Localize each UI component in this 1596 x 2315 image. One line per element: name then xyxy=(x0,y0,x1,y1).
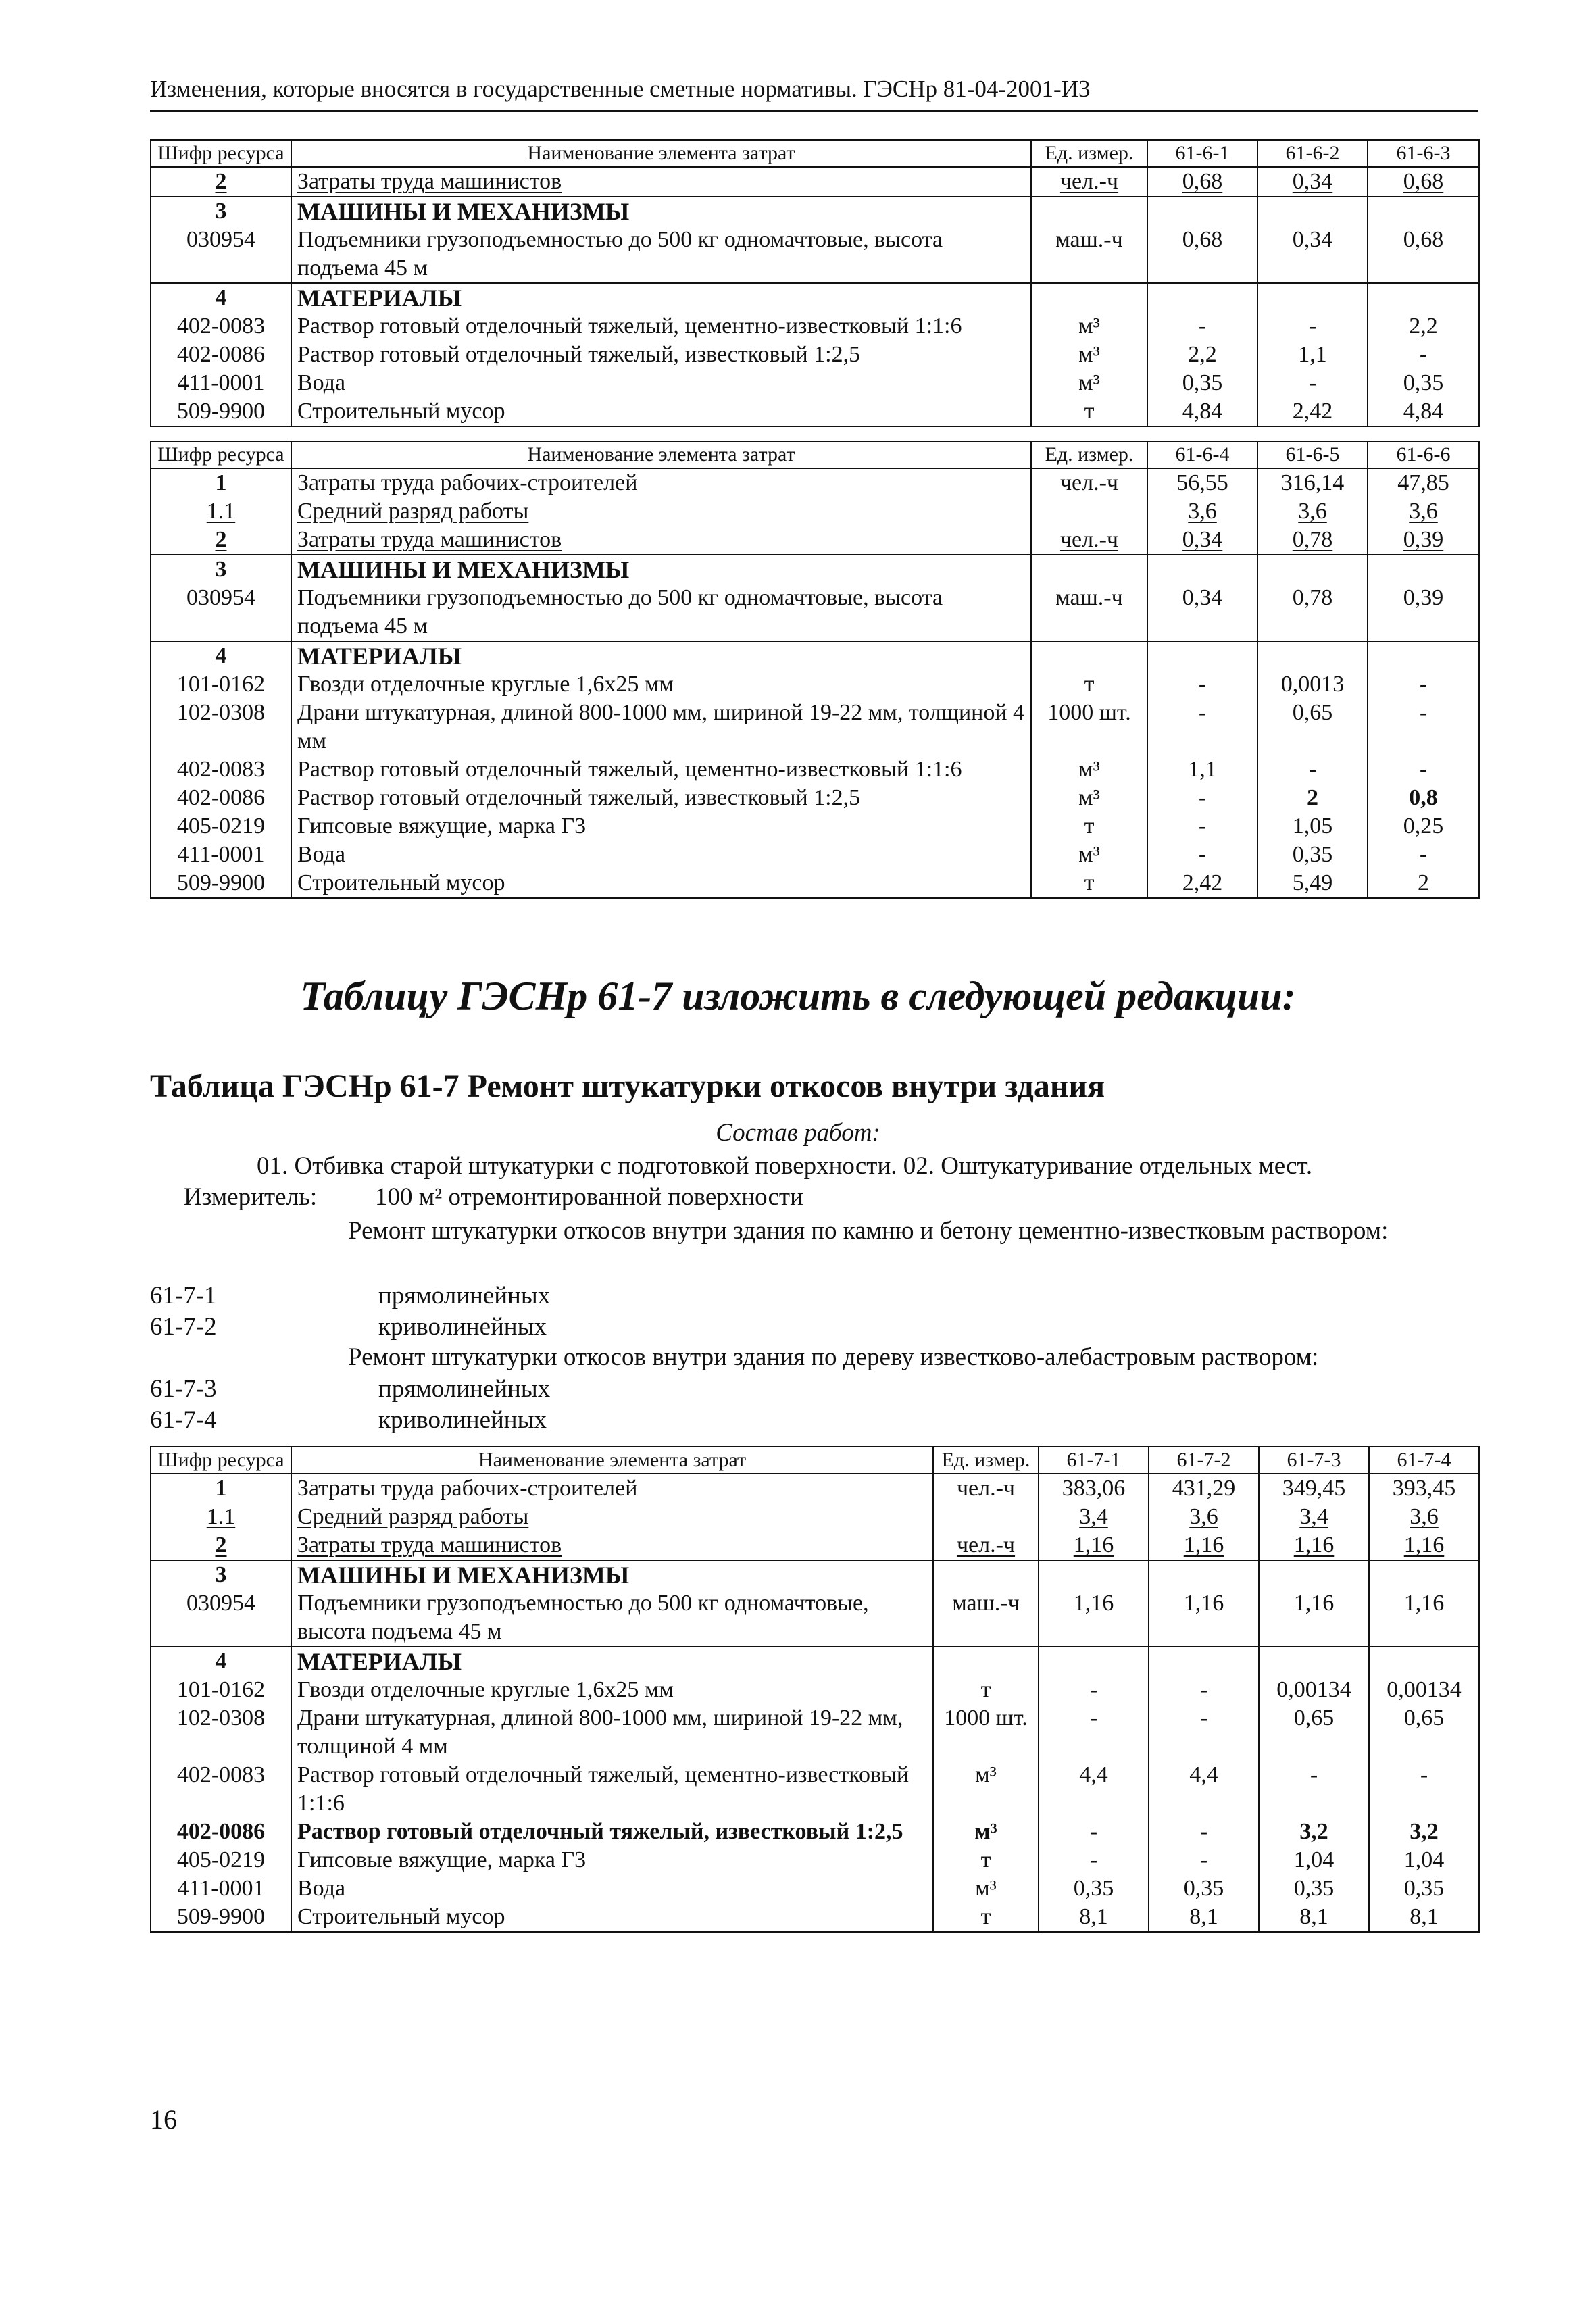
resource-code: 405-0219 xyxy=(151,1846,291,1874)
resource-value: - xyxy=(1039,1676,1149,1704)
resource-code: 405-0219 xyxy=(151,812,291,841)
col-header-norm-1: 61-6-1 xyxy=(1147,140,1257,167)
resource-unit: т xyxy=(933,1903,1039,1932)
resource-value: 0,34 xyxy=(1147,526,1257,555)
resource-value: 0,35 xyxy=(1257,841,1368,869)
resource-value: 3,4 xyxy=(1039,1503,1149,1531)
resource-name: Затраты труда машинистов xyxy=(291,1531,933,1560)
resource-value: 8,1 xyxy=(1149,1903,1259,1932)
resource-name: Подъемники грузоподъемностью до 500 кг одномачтовые, высота подъема 45 м xyxy=(291,1589,933,1647)
norm-description: криволинейных xyxy=(378,1313,547,1341)
resource-value: 3,2 xyxy=(1369,1818,1479,1846)
resource-name: Гвозди отделочные круглые 1,6х25 мм xyxy=(291,670,1031,699)
resource-name: Гипсовые вяжущие, марка Г3 xyxy=(291,1846,933,1874)
resource-name: Затраты труда машинистов xyxy=(291,526,1031,555)
resource-value: 4,4 xyxy=(1149,1761,1259,1818)
running-header: Изменения, которые вносятся в государственные сметные нормативы. ГЭСНр 81-04-2001-И3 xyxy=(150,76,1091,102)
table-row xyxy=(151,1531,1479,1560)
resource-name: Затраты труда рабочих-строителей xyxy=(291,468,1031,497)
resource-code: 402-0083 xyxy=(151,312,291,341)
resource-value: 2,42 xyxy=(1257,397,1368,426)
resource-value: 0,65 xyxy=(1369,1704,1479,1761)
resource-value: 4,84 xyxy=(1368,397,1479,426)
norm-code: 61-7-2 xyxy=(150,1313,217,1341)
col-header-name: Наименование элемента затрат xyxy=(291,140,1031,167)
resource-value: - xyxy=(1368,755,1479,784)
resource-value: - xyxy=(1147,312,1257,341)
resource-value: 349,45 xyxy=(1259,1474,1369,1503)
table-row xyxy=(151,1846,1479,1874)
resource-value: 0,65 xyxy=(1259,1704,1369,1761)
table-row xyxy=(151,167,1479,197)
resource-value: 0,34 xyxy=(1147,584,1257,641)
table-row xyxy=(151,397,1479,426)
resource-value: - xyxy=(1147,699,1257,755)
resource-value: 0,65 xyxy=(1257,699,1368,755)
resource-code: 101-0162 xyxy=(151,670,291,699)
resource-name: Строительный мусор xyxy=(291,1903,933,1932)
resource-unit: т xyxy=(933,1846,1039,1874)
resource-value: 2 xyxy=(1257,784,1368,812)
resource-code: 3 xyxy=(151,197,291,226)
section-heading: МАШИНЫ И МЕХАНИЗМЫ xyxy=(291,555,1031,584)
resource-unit: м³ xyxy=(1031,784,1147,812)
col-header-unit: Ед. измер. xyxy=(1031,140,1147,167)
table-row xyxy=(151,1647,1479,1676)
col-header-norm-4: 61-7-4 xyxy=(1369,1447,1479,1474)
resource-code: 2 xyxy=(151,1531,291,1560)
resource-unit: м³ xyxy=(1031,841,1147,869)
table-row xyxy=(151,584,1479,641)
resource-value: 0,39 xyxy=(1368,526,1479,555)
resource-unit: м³ xyxy=(1031,341,1147,369)
resource-value: 1,16 xyxy=(1149,1589,1259,1647)
resource-value: 1,04 xyxy=(1259,1846,1369,1874)
resource-code: 1.1 xyxy=(151,1503,291,1531)
resource-unit: м³ xyxy=(1031,312,1147,341)
resource-value: - xyxy=(1369,1761,1479,1818)
resource-value: 0,00134 xyxy=(1259,1676,1369,1704)
resource-name: Подъемники грузоподъемностью до 500 кг одномачтовые, высота подъема 45 м xyxy=(291,226,1031,283)
resource-code: 4 xyxy=(151,283,291,312)
col-header-norm-2: 61-7-2 xyxy=(1149,1447,1259,1474)
resource-value: 2,2 xyxy=(1147,341,1257,369)
resource-value: 0,00134 xyxy=(1369,1676,1479,1704)
resource-unit: т xyxy=(1031,397,1147,426)
resource-name: Раствор готовый отделочный тяжелый, известковый 1:2,5 xyxy=(291,1818,933,1846)
resource-value: - xyxy=(1259,1761,1369,1818)
resource-unit: чел.-ч xyxy=(1031,468,1147,497)
resource-value: 3,2 xyxy=(1259,1818,1369,1846)
resource-code: 509-9900 xyxy=(151,869,291,898)
resource-value: - xyxy=(1257,369,1368,397)
section-heading: МАШИНЫ И МЕХАНИЗМЫ xyxy=(291,1560,933,1589)
table-row xyxy=(151,641,1479,670)
resource-unit: т xyxy=(933,1676,1039,1704)
resource-unit: т xyxy=(1031,812,1147,841)
section-heading: МАТЕРИАЛЫ xyxy=(291,641,1031,670)
resource-code: 411-0001 xyxy=(151,1874,291,1903)
col-header-code: Шифр ресурса xyxy=(151,441,291,468)
resource-value: 8,1 xyxy=(1039,1903,1149,1932)
resource-code: 3 xyxy=(151,1560,291,1589)
table-row xyxy=(151,1560,1479,1589)
table-title: Таблица ГЭСНр 61-7 Ремонт штукатурки откосов внутри здания xyxy=(150,1068,1105,1104)
resource-value: - xyxy=(1257,312,1368,341)
section-heading: МАТЕРИАЛЫ xyxy=(291,1647,933,1676)
resource-code: 030954 xyxy=(151,584,291,641)
table-row xyxy=(151,1761,1479,1818)
resource-value: 3,6 xyxy=(1257,497,1368,526)
resource-name: Вода xyxy=(291,841,1031,869)
resource-value: 2,42 xyxy=(1147,869,1257,898)
table-row xyxy=(151,312,1479,341)
table-row xyxy=(151,841,1479,869)
resource-value: - xyxy=(1149,1818,1259,1846)
resource-value: 0,35 xyxy=(1259,1874,1369,1903)
resource-value: 0,0013 xyxy=(1257,670,1368,699)
resource-value: - xyxy=(1039,1818,1149,1846)
resource-name: Драни штукатурная, длиной 800-1000 мм, шириной 19-22 мм, толщиной 4 мм xyxy=(291,699,1031,755)
resource-name: Раствор готовый отделочный тяжелый, известковый 1:2,5 xyxy=(291,784,1031,812)
resource-value: 56,55 xyxy=(1147,468,1257,497)
col-header-unit: Ед. измер. xyxy=(1031,441,1147,468)
resource-value: 1,04 xyxy=(1369,1846,1479,1874)
resource-value: - xyxy=(1149,1704,1259,1761)
resource-value: 1,16 xyxy=(1149,1531,1259,1560)
resource-code: 2 xyxy=(151,526,291,555)
resource-name: Раствор готовый отделочный тяжелый, известковый 1:2,5 xyxy=(291,341,1031,369)
resource-value: 3,6 xyxy=(1147,497,1257,526)
resource-name: Строительный мусор xyxy=(291,869,1031,898)
resource-value: 0,35 xyxy=(1149,1874,1259,1903)
resource-value: 2 xyxy=(1368,869,1479,898)
resource-value: 8,1 xyxy=(1369,1903,1479,1932)
resource-value: - xyxy=(1368,670,1479,699)
table-row xyxy=(151,812,1479,841)
table-row xyxy=(151,497,1479,526)
table-row xyxy=(151,1874,1479,1903)
resource-value: 1,16 xyxy=(1039,1589,1149,1647)
resource-code: 402-0086 xyxy=(151,1818,291,1846)
resource-value: 0,78 xyxy=(1257,526,1368,555)
resource-unit: м³ xyxy=(933,1874,1039,1903)
resource-value: - xyxy=(1147,670,1257,699)
col-header-code: Шифр ресурса xyxy=(151,140,291,167)
resource-unit: маш.-ч xyxy=(1031,226,1147,283)
norm-code: 61-7-3 xyxy=(150,1375,217,1403)
meter-value: 100 м² отремонтированной поверхности xyxy=(375,1183,803,1211)
resource-code: 402-0083 xyxy=(151,755,291,784)
resource-name: Строительный мусор xyxy=(291,397,1031,426)
resource-code: 3 xyxy=(151,555,291,584)
col-header-norm-1: 61-6-4 xyxy=(1147,441,1257,468)
resource-unit xyxy=(1031,497,1147,526)
resource-code: 1.1 xyxy=(151,497,291,526)
resource-value: 4,84 xyxy=(1147,397,1257,426)
resource-unit: чел.-ч xyxy=(933,1531,1039,1560)
resource-unit: чел.-ч xyxy=(1031,526,1147,555)
table-row xyxy=(151,341,1479,369)
norm-description: прямолинейных xyxy=(378,1375,551,1403)
resource-code: 4 xyxy=(151,1647,291,1676)
description-group-stone: Ремонт штукатурки откосов внутри здания по камню и бетону цементно-известковым раствором: xyxy=(348,1217,1389,1245)
table-row xyxy=(151,1503,1479,1531)
table-row xyxy=(151,555,1479,584)
resource-code: 030954 xyxy=(151,1589,291,1647)
resource-value: 2,2 xyxy=(1368,312,1479,341)
resource-value: - xyxy=(1149,1676,1259,1704)
col-header-norm-3: 61-6-6 xyxy=(1368,441,1479,468)
resource-value: 8,1 xyxy=(1259,1903,1369,1932)
col-header-norm-3: 61-7-3 xyxy=(1259,1447,1369,1474)
table-row xyxy=(151,226,1479,283)
table-row xyxy=(151,869,1479,898)
resource-value: - xyxy=(1368,841,1479,869)
resource-value: 1,16 xyxy=(1039,1531,1149,1560)
table-row xyxy=(151,369,1479,397)
resource-value: 0,35 xyxy=(1147,369,1257,397)
col-header-norm-1: 61-7-1 xyxy=(1039,1447,1149,1474)
resource-value: 0,39 xyxy=(1368,584,1479,641)
norm-description: криволинейных xyxy=(378,1406,547,1434)
resource-unit: 1000 шт. xyxy=(1031,699,1147,755)
resource-value: 0,35 xyxy=(1039,1874,1149,1903)
resource-value: - xyxy=(1147,841,1257,869)
resource-value: 0,35 xyxy=(1369,1874,1479,1903)
resource-value: 0,78 xyxy=(1257,584,1368,641)
resource-value: 0,25 xyxy=(1368,812,1479,841)
resource-value: 4,4 xyxy=(1039,1761,1149,1818)
resource-value: 47,85 xyxy=(1368,468,1479,497)
resource-code: 402-0086 xyxy=(151,341,291,369)
table-row xyxy=(151,1676,1479,1704)
resource-value: 0,68 xyxy=(1147,167,1257,197)
resource-name: Вода xyxy=(291,1874,933,1903)
resource-code: 102-0308 xyxy=(151,699,291,755)
resource-value: 393,45 xyxy=(1369,1474,1479,1503)
resource-value: 316,14 xyxy=(1257,468,1368,497)
resource-value: 3,6 xyxy=(1369,1503,1479,1531)
resource-name: Затраты труда рабочих-строителей xyxy=(291,1474,933,1503)
resource-code: 411-0001 xyxy=(151,369,291,397)
section-heading: МАШИНЫ И МЕХАНИЗМЫ xyxy=(291,197,1031,226)
resource-unit: м³ xyxy=(933,1761,1039,1818)
resource-unit: м³ xyxy=(1031,369,1147,397)
table-row xyxy=(151,1704,1479,1761)
resource-name: Средний разряд работы xyxy=(291,1503,933,1531)
resource-unit: м³ xyxy=(1031,755,1147,784)
resource-value: 1,1 xyxy=(1147,755,1257,784)
resource-code: 509-9900 xyxy=(151,1903,291,1932)
resource-value: 0,68 xyxy=(1368,226,1479,283)
resource-value: - xyxy=(1039,1846,1149,1874)
table-row xyxy=(151,1589,1479,1647)
col-header-norm-2: 61-6-2 xyxy=(1257,140,1368,167)
col-header-name: Наименование элемента затрат xyxy=(291,441,1031,468)
resource-unit: т xyxy=(1031,670,1147,699)
col-header-name: Наименование элемента затрат xyxy=(291,1447,933,1474)
resource-table-61-6-4-6 xyxy=(150,441,1480,899)
resource-code: 411-0001 xyxy=(151,841,291,869)
resource-value: 0,68 xyxy=(1147,226,1257,283)
resource-value: 0,68 xyxy=(1368,167,1479,197)
edit-directive: Таблицу ГЭСНр 61-7 изложить в следующей редакции: xyxy=(300,974,1296,1018)
meter-label: Измеритель: xyxy=(184,1183,318,1211)
resource-value: 1,1 xyxy=(1257,341,1368,369)
resource-name: Раствор готовый отделочный тяжелый, цементно-известковый 1:1:6 xyxy=(291,1761,933,1818)
resource-value: 1,16 xyxy=(1369,1589,1479,1647)
table-row xyxy=(151,197,1479,226)
resource-code: 509-9900 xyxy=(151,397,291,426)
resource-name: Вода xyxy=(291,369,1031,397)
resource-unit: маш.-ч xyxy=(1031,584,1147,641)
table-row xyxy=(151,1474,1479,1503)
resource-name: Затраты труда машинистов xyxy=(291,167,1031,197)
resource-table-61-6-1-3 xyxy=(150,139,1480,427)
resource-code: 402-0086 xyxy=(151,784,291,812)
resource-value: - xyxy=(1368,699,1479,755)
resource-value: 1,05 xyxy=(1257,812,1368,841)
resource-value: - xyxy=(1368,341,1479,369)
table-row xyxy=(151,1903,1479,1932)
table-row xyxy=(151,784,1479,812)
table-row xyxy=(151,526,1479,555)
resource-unit: т xyxy=(1031,869,1147,898)
resource-name: Драни штукатурная, длиной 800-1000 мм, шириной 19-22 мм, толщиной 4 мм xyxy=(291,1704,933,1761)
resource-value: 0,8 xyxy=(1368,784,1479,812)
resource-value: 3,4 xyxy=(1259,1503,1369,1531)
resource-unit xyxy=(933,1503,1039,1531)
resource-value: 431,29 xyxy=(1149,1474,1259,1503)
resource-name: Подъемники грузоподъемностью до 500 кг одномачтовые, высота подъема 45 м xyxy=(291,584,1031,641)
resource-value: 383,06 xyxy=(1039,1474,1149,1503)
resource-name: Гипсовые вяжущие, марка Г3 xyxy=(291,812,1031,841)
table-row xyxy=(151,283,1479,312)
table-row xyxy=(151,699,1479,755)
col-header-norm-3: 61-6-3 xyxy=(1368,140,1479,167)
section-heading: МАТЕРИАЛЫ xyxy=(291,283,1031,312)
resource-value: 0,34 xyxy=(1257,226,1368,283)
resource-code: 1 xyxy=(151,468,291,497)
resource-value: 1,16 xyxy=(1259,1589,1369,1647)
resource-name: Гвозди отделочные круглые 1,6х25 мм xyxy=(291,1676,933,1704)
resource-value: - xyxy=(1147,812,1257,841)
resource-name: Раствор готовый отделочный тяжелый, цементно-известковый 1:1:6 xyxy=(291,312,1031,341)
page-number: 16 xyxy=(150,2104,177,2135)
work-operations: 01. Отбивка старой штукатурки с подготовкой поверхности. 02. Оштукатуривание отдельных мест. xyxy=(257,1152,1313,1180)
norm-code: 61-7-4 xyxy=(150,1406,217,1434)
header-rule xyxy=(150,110,1478,112)
norm-description: прямолинейных xyxy=(378,1282,551,1310)
resource-code: 4 xyxy=(151,641,291,670)
col-header-norm-2: 61-6-5 xyxy=(1257,441,1368,468)
resource-code: 030954 xyxy=(151,226,291,283)
description-group-wood: Ремонт штукатурки откосов внутри здания по дереву известково-алебастровым раствором: xyxy=(348,1343,1319,1371)
norm-code: 61-7-1 xyxy=(150,1282,217,1310)
resource-code: 102-0308 xyxy=(151,1704,291,1761)
resource-value: 1,16 xyxy=(1369,1531,1479,1560)
resource-value: - xyxy=(1149,1846,1259,1874)
col-header-code: Шифр ресурса xyxy=(151,1447,291,1474)
resource-value: 0,35 xyxy=(1368,369,1479,397)
col-header-unit: Ед. измер. xyxy=(933,1447,1039,1474)
resource-value: 3,6 xyxy=(1149,1503,1259,1531)
resource-code: 1 xyxy=(151,1474,291,1503)
resource-unit: чел.-ч xyxy=(933,1474,1039,1503)
resource-name: Средний разряд работы xyxy=(291,497,1031,526)
resource-unit: м³ xyxy=(933,1818,1039,1846)
table-row xyxy=(151,755,1479,784)
resource-table-61-7 xyxy=(150,1446,1480,1933)
resource-value: 1,16 xyxy=(1259,1531,1369,1560)
resource-code: 2 xyxy=(151,167,291,197)
resource-value: - xyxy=(1039,1704,1149,1761)
work-composition-heading: Состав работ: xyxy=(716,1119,880,1147)
resource-value: - xyxy=(1147,784,1257,812)
resource-value: - xyxy=(1257,755,1368,784)
resource-unit: 1000 шт. xyxy=(933,1704,1039,1761)
resource-code: 101-0162 xyxy=(151,1676,291,1704)
resource-value: 5,49 xyxy=(1257,869,1368,898)
table-row xyxy=(151,1818,1479,1846)
resource-unit: чел.-ч xyxy=(1031,167,1147,197)
resource-unit: маш.-ч xyxy=(933,1589,1039,1647)
resource-name: Раствор готовый отделочный тяжелый, цементно-известковый 1:1:6 xyxy=(291,755,1031,784)
table-row xyxy=(151,468,1479,497)
resource-code: 402-0083 xyxy=(151,1761,291,1818)
resource-value: 3,6 xyxy=(1368,497,1479,526)
table-row xyxy=(151,670,1479,699)
resource-value: 0,34 xyxy=(1257,167,1368,197)
